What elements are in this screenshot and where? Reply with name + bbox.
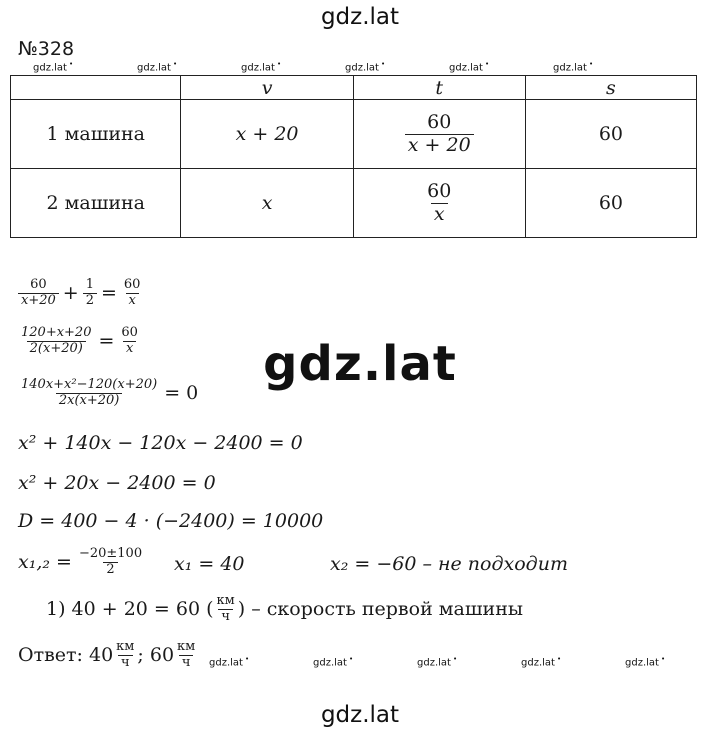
operator: = [100,282,117,305]
watermark-small: gdz.lat • [345,60,385,73]
frac-numerator: 1 [85,277,94,292]
header-t: t [353,76,525,100]
watermark-small: gdz.lat • [137,60,177,73]
root-x1: x₁ = 40 [174,553,245,575]
frac-denominator: x + 20 [405,134,474,157]
step-tail: ) – скорость первой машины [237,598,523,621]
root-x2: x₂ = −60 – не подходит [330,553,568,575]
cell-s: 60 [525,169,696,238]
frac-numerator: 60 [123,277,141,292]
cell-v: x [181,169,353,238]
frac-denominator: 2x(x+20) [56,393,123,409]
equation-3 [18,378,202,409]
frac-denominator: x [123,341,136,357]
header-s: s [525,76,696,100]
cell-v: x + 20 [181,100,353,169]
frac-numerator: 120+x+20 [21,325,92,340]
cell-s: 60 [525,100,696,169]
frac-denominator: x+20 [18,293,59,309]
watermark-small: gdz.lat • [417,655,457,668]
watermark-small: gdz.lat • [449,60,489,73]
operator: = [98,330,115,353]
watermark-small: gdz.lat • [521,655,561,668]
table-row [11,169,697,238]
table-row [11,100,697,169]
watermark-small: gdz.lat • [241,60,281,73]
motion-table [10,75,697,238]
equation-5: x² + 20x − 2400 = 0 [18,472,216,494]
equation-4: x² + 140x − 120x − 2400 = 0 [18,432,303,454]
equation-1 [18,278,143,309]
unit-denominator: ч [179,655,194,671]
operator: + [62,282,79,305]
equation-2 [18,326,141,357]
frac-numerator: 60 [427,110,452,133]
watermark-small: gdz.lat • [209,655,249,668]
unit-denominator: ч [218,609,233,625]
row-label: 1 машина [11,100,181,169]
step-1 [46,594,523,625]
row-label: 2 машина [11,169,181,238]
frac-numerator: 60 [30,277,47,292]
frac-numerator: 60 [427,179,452,202]
unit-numerator: км [116,639,135,654]
answer-label: Ответ: 40 [18,644,114,667]
roots-lhs: x₁,₂ = [18,551,72,574]
watermark-bottom: gdz.lat [320,702,400,728]
frac-numerator: 60 [121,325,138,340]
frac-denominator: 2 [83,293,97,309]
frac-denominator: 2 [103,562,117,578]
frac-denominator: x [431,203,448,226]
frac-numerator: 140x+x²−120(x+20) [21,377,158,392]
roots-line [18,547,145,578]
watermark-small: gdz.lat • [33,60,73,73]
watermark-top: gdz.lat [320,4,400,30]
answer-separator: ; 60 [137,644,175,667]
equation-rhs: = 0 [164,382,199,405]
watermark-small: gdz.lat • [313,655,353,668]
table-header-row [11,76,697,100]
watermark-small: gdz.lat • [553,60,593,73]
header-v: v [181,76,353,100]
cell-t [353,100,525,169]
watermark-small: gdz.lat • [625,655,665,668]
step-text: 1) 40 + 20 = 60 ( [46,598,214,621]
watermark-center: gdz.lat [263,336,457,392]
problem-number: №328 [18,38,75,60]
equation-6: D = 400 − 4 · (−2400) = 10000 [18,510,324,532]
unit-denominator: ч [118,655,133,671]
header-empty [11,76,181,100]
unit-numerator: км [177,639,196,654]
frac-denominator: x [126,293,139,309]
unit-numerator: км [216,593,235,608]
frac-numerator: −20±100 [78,546,143,561]
cell-t [353,169,525,238]
frac-denominator: 2(x+20) [27,341,86,357]
answer-line [18,640,198,671]
